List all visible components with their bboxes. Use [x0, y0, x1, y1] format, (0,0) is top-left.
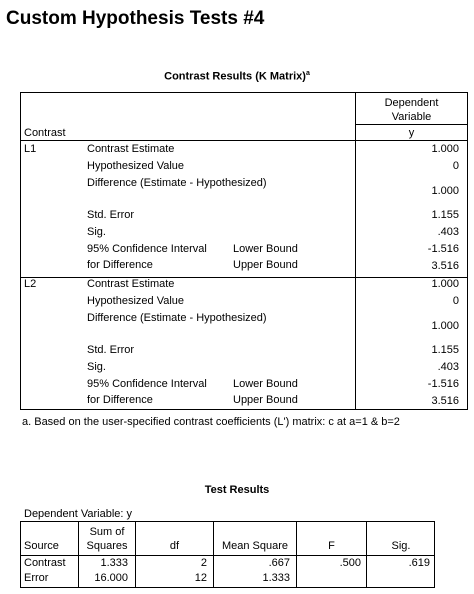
- row-label: Contrast Estimate: [87, 143, 175, 155]
- contrast-caption-text: Contrast Results (K Matrix): [164, 70, 306, 83]
- row-value: 3.516: [431, 395, 459, 407]
- row-label: Hypothesized Value: [87, 295, 185, 307]
- source-header: Source: [24, 540, 59, 552]
- row-label: Std. Error: [87, 209, 135, 221]
- table-footnote: a. Based on the user-specified contrast coefficients (L') matrix: c at a=1 & b=2: [22, 416, 400, 428]
- row-value: -1.516: [427, 378, 459, 390]
- test-cell-ss: 1.333: [100, 557, 128, 569]
- row-value: .403: [437, 226, 459, 238]
- caption-footnote-mark: a: [305, 70, 310, 77]
- row-label: for Difference: [87, 259, 153, 271]
- row-value: 1.000: [431, 143, 459, 155]
- test-cell-f: .500: [339, 557, 361, 569]
- row-label: Contrast Estimate: [87, 278, 175, 290]
- test-cell-ms: 1.333: [262, 572, 290, 584]
- test-cell-df: 2: [200, 557, 207, 569]
- row-label: Sig.: [87, 226, 106, 238]
- test-cell-source: Contrast: [24, 557, 66, 569]
- row-label: Hypothesized Value: [87, 160, 185, 172]
- f-header: F: [328, 540, 335, 552]
- contrast-id: L1: [24, 143, 37, 155]
- ss-header-line1: Sum of: [89, 526, 125, 538]
- row-label: Difference (Estimate - Hypothesized): [87, 177, 267, 189]
- row-value: 1.155: [431, 209, 459, 221]
- bound-label: Lower Bound: [233, 378, 298, 390]
- bound-label: Lower Bound: [233, 243, 298, 255]
- df-header: df: [169, 540, 180, 552]
- page-title: Custom Hypothesis Tests #4: [6, 8, 265, 29]
- contrast-column-header: Contrast: [24, 127, 66, 139]
- row-value: 1.000: [431, 278, 459, 290]
- bound-label: Upper Bound: [233, 394, 298, 406]
- test-cell-df: 12: [194, 572, 207, 584]
- test-header-rule: [20, 555, 435, 556]
- row-label: 95% Confidence Interval: [87, 378, 207, 390]
- sig-header: Sig.: [391, 540, 411, 552]
- row-value: 1.000: [431, 185, 459, 197]
- row-label: Sig.: [87, 361, 106, 373]
- row-value: .403: [437, 361, 459, 373]
- row-value: 0: [452, 295, 459, 307]
- dependent-variable-header: [356, 96, 467, 124]
- bound-label: Upper Bound: [233, 259, 298, 271]
- test-cell-ms: .667: [268, 557, 290, 569]
- dependent-variable-label: Dependent Variable: y: [24, 508, 133, 520]
- row-value: 1.155: [431, 344, 459, 356]
- test-cell-source: Error: [24, 572, 49, 584]
- row-label: Difference (Estimate - Hypothesized): [87, 312, 267, 324]
- dependent-variable-text: Dependent Variable: [384, 97, 439, 123]
- ss-header-line2: Squares: [86, 540, 128, 552]
- header-bottom-rule: [20, 140, 468, 141]
- row-label: for Difference: [87, 394, 153, 406]
- ms-header: Mean Square: [221, 540, 289, 552]
- row-value: 3.516: [431, 260, 459, 272]
- row-label: Std. Error: [87, 344, 135, 356]
- row-value: -1.516: [427, 243, 459, 255]
- test-cell-sig: .619: [408, 557, 430, 569]
- test-cell-ss: 16.000: [94, 572, 128, 584]
- row-label: 95% Confidence Interval: [87, 243, 207, 255]
- contrast-table-caption: [0, 70, 474, 83]
- variable-header: y: [408, 127, 415, 139]
- contrast-id: L2: [24, 278, 37, 290]
- header-separator: [356, 124, 467, 125]
- test-results-caption: Test Results: [204, 484, 270, 496]
- row-value: 1.000: [431, 320, 459, 332]
- row-value: 0: [452, 160, 459, 172]
